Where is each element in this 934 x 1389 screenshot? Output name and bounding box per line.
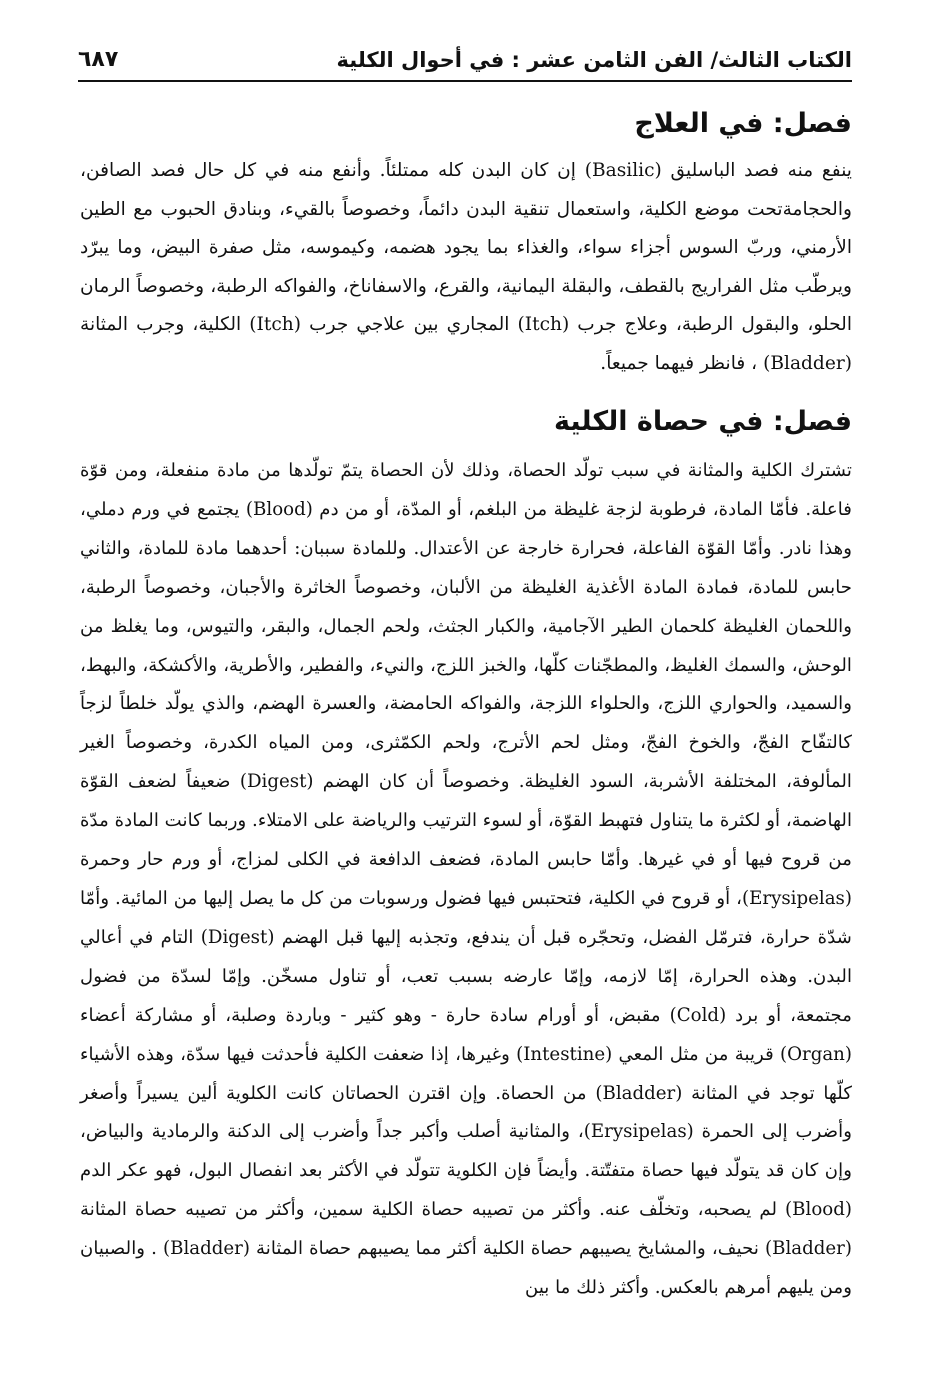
- section-title-treatment: فصل: في العلاج: [634, 108, 852, 139]
- section-body-treatment: ينفع منه فصد الباسليق (Basilic) إن كان البدن كله ممتلئاً. وأنفع منه في كل حال فصد الصافن، والحجامةتحت موضع الكلية، واستعمال تنقية البدن دائماً، وخصوصاً بالقيء، وبنادق الحبوب مع الطين الأرمني، وربّ السوس أجزاء سواء، والغذاء بما يجود هضمه، وكيموسه، مثل صفرة البيض، وما يبرّد ويرطّب مثل الفراريج بالقطف، والبقلة اليمانية، والقرع، والاسفاناخ، والفواكه الرطبة، وخصوصاً الرمان الحلو، والبقول الرطبة، وعلاج جرب (Itch) المجاري بين علاجي جرب (Itch) الكلية، وجرب المثانة (Bladder) ، فانظر فيهما جميعاً.: [80, 160, 852, 374]
- running-title: الكتاب الثالث/ الفن الثامن عشر : في أحوال الكلية: [336, 48, 852, 72]
- section-body-kidney-stones: تشترك الكلية والمثانة في سبب تولّد الحصاة، وذلك لأن الحصاة يتمّ تولّدها من مادة منفعلة، ومن قوّة فاعلة. فأمّا المادة، فرطوبة لزجة غليظة من البلغم، أو المدّة، أو من دم (Blood) يجتمع في ورم دملي، وهذا نادر. وأمّا القوّة الفاعلة، فحرارة خارجة عن الأعتدال. وللمادة سببان: أحدهما مادة للمادة، والثاني حابس للمادة، فمادة المادة الأغذية الغليظة من الألبان، وخصوصاً الخاثرة والأجبان، وخصوصاً الرطبة، واللحمان الغليظة كلحمان الطير الآجامية، والكبار الجثث، ولحم الجمال، والبقر، والتيوس، وما يغلظ من الوحش، والسمك الغليظ، والمطجّنات كلّها، والخبز اللزج، والنيء، والفطير، والأطرية، والأكشكة، والبهط، والسميد، والحواري اللزج، والحلواء اللزجة، والفواكه الحامضة، والعسرة الهضم، والذي يولّد خلطاً لزجاً كالتفّاح الفجّ، والخوخ الفجّ، ومثل لحم الأترج، ولحم الكمّثرى، ومن المياه الكدرة، وخصوصاً الغير المألوفة، المختلفة الأشربة، السود الغليظة. وخصوصاً أن كان الهضم (Digest) ضعيفاً لضعف القوّة الهاضمة، أو لكثرة ما يتناول فتهبط القوّة، أو لسوء الترتيب والرياضة على الامتلاء. وربما كانت المادة مدّة من قروح فيها أو في غيرها. وأمّا حابس المادة، فضعف الدافعة في الكلى لمزاج، أو ورم حار وحمرة (Erysipelas)، أو قروح في الكلية، فتحتبس فيها فضول ورسوبات من كل ما يصل إليها من المائية. وأمّا شدّة حرارة، فترمّل الفضل، وتحجّره قبل أن يندفع، وتجذبه إليها قبل الهضم (Digest) التام في أعالي البدن. وهذه الحرارة، إمّا لازمه، وإمّا عارضه بسبب تعب، أو تناول مسخّن. وإمّا لسدّة من فضول مجتمعة، أو برد (Cold) مقبض، أو أورام سادة حارة - وهو كثير - وباردة وصلبة، أو مشاركة أعضاء (Organ) قريبة من مثل المعي (Intestine) وغيرها، إذا ضعفت الكلية فأحدثت فيها سدّة، وهذه الأشياء كلّها توجد في المثانة (Bladder) من الحصاة. وإن اقترن الحصاتان كانت الكلوية ألين يسيراً وأصغر وأضرب إلى الحمرة (Erysipelas)، والمثانية أصلب وأكبر جداً وأضرب إلى الدكنة والرمادية والبياض، وإن كان قد يتولّد فيها حصاة متفتّتة. وأيضاً فإن الكلوية تتولّد في الأكثر بعد انفصال البول، فهو عكر الدم (Blood) لم يصحبه، وتخلّف عنه. وأكثر من تصيبه حصاة الكلية سمين، وأكثر من تصيبه حصاة المثانة (Bladder) نحيف، والمشايخ يصيبهم حصاة الكلية أكثر مما يصيبهم حصاة المثانة (Bladder) . والصبيان ومن يليهم أمرهم بالعكس. وأكثر ذلك ما بين: [80, 460, 853, 1299]
- section-title-kidney-stones: فصل: في حصاة الكلية: [553, 406, 852, 437]
- page-number: ٦٨٧: [78, 47, 119, 72]
- running-header: [78, 30, 852, 72]
- section-treatment: [80, 104, 852, 383]
- section-kidney-stones: [80, 402, 852, 1308]
- header-rule: [78, 80, 852, 82]
